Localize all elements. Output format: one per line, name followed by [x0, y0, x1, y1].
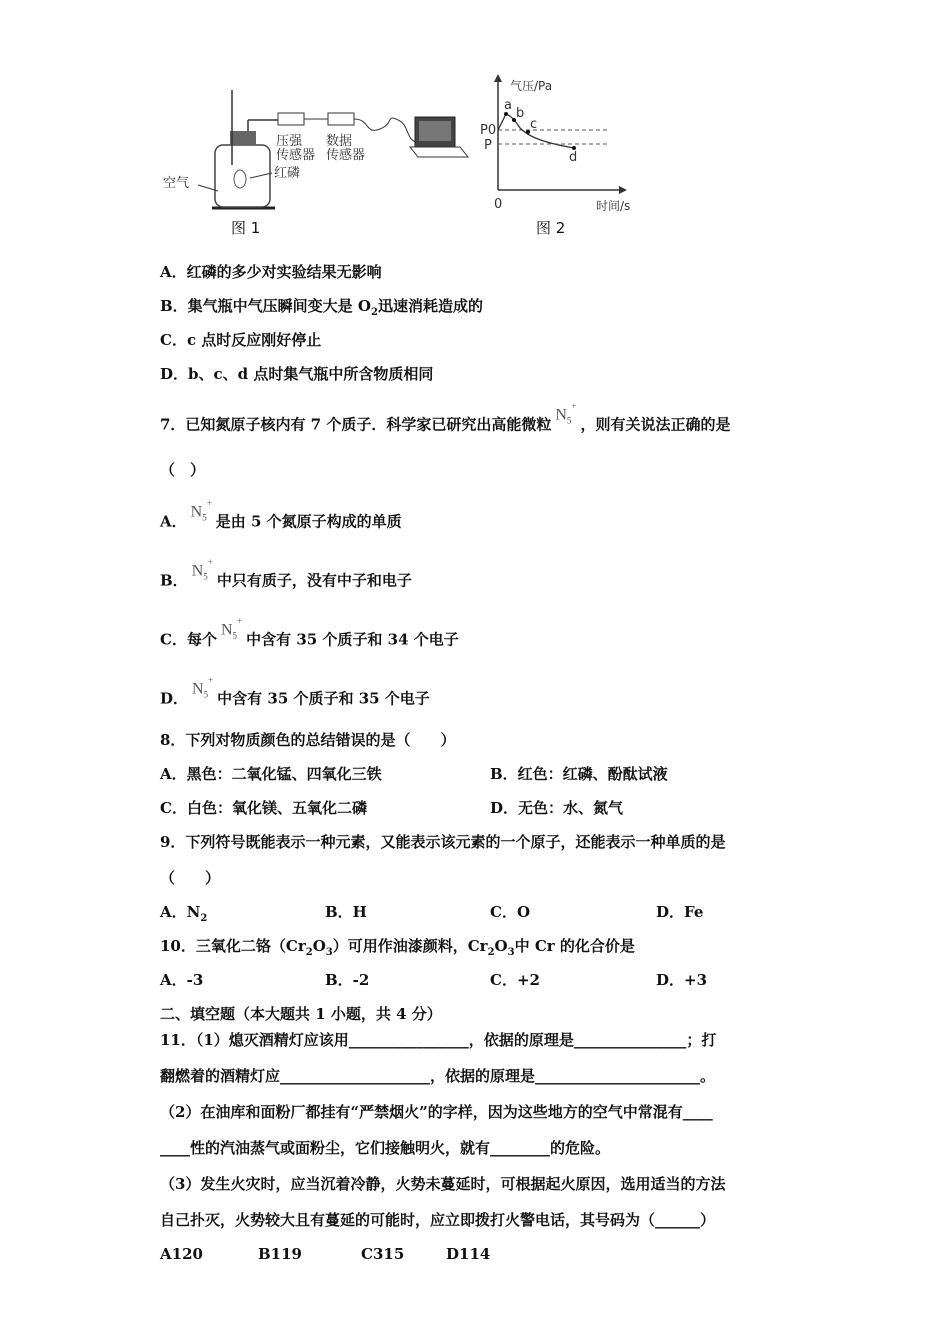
- y-axis-label: 气压/Pa: [510, 79, 553, 93]
- q9-option-c: C．O: [490, 903, 531, 921]
- section-2-title: 二、填空题（本大题共 1 小题，共 4 分）: [160, 1005, 442, 1023]
- laptop-screen-inner: [419, 121, 451, 141]
- q9-paren: （ ）: [160, 869, 221, 887]
- p-label: P: [484, 138, 492, 153]
- figure-2-caption: 图 2: [536, 219, 566, 237]
- q10-stem: 10．三氧化二铬$(Cr_2O_3)$可用作油漆颜料，$Cr_2O_3$中 Cr 的化合价是: [160, 937, 635, 958]
- point-c-label: c: [530, 117, 538, 132]
- q10-option-a: A．-3: [160, 971, 204, 989]
- y-axis-arrow: [494, 74, 502, 82]
- q8-option-c: C．白色：氧化镁、五氧化二磷: [160, 799, 367, 817]
- figure-1-apparatus: [160, 85, 470, 215]
- q11-line-6: 自己扑灭，火势较大且有蔓延的可能时，应立即拨打火警电话，其号码为（______）: [160, 1211, 716, 1229]
- q7-stem: 7．已知氮原子核内有 7 个质子．科学家已研究出高能微粒$N_5^+$，则有关说法正确的是: [160, 401, 731, 434]
- figure-1-caption: 图 1: [231, 219, 261, 237]
- data-sensor-label-2: 传感器: [326, 148, 366, 163]
- flame: [234, 170, 246, 188]
- q11-option-a: A120: [160, 1245, 203, 1263]
- p0-label: P0: [480, 123, 497, 138]
- q11-line-3: （2）在油库和面粉厂都挂有“严禁烟火”的字样，因为这些地方的空气中常混有____: [160, 1103, 713, 1121]
- q8-option-a: A．黑色：二氧化锰、四氧化三铁: [160, 765, 382, 783]
- q8-stem: 8．下列对物质颜色的总结错误的是（ ）: [160, 731, 456, 749]
- q11-option-d: D114: [446, 1245, 491, 1263]
- q6-option-d: D．b、c、d 点时集气瓶中所含物质相同: [160, 365, 434, 383]
- q7-option-b: B．$N_5^+$中只有质子，没有中子和电子: [160, 557, 412, 590]
- q7-option-c: C．每个$N_5^+$中含有 35 个质子和 34 个电子: [160, 616, 459, 649]
- q10-option-b: B．-2: [325, 971, 370, 989]
- q9-option-d: D．Fe: [656, 903, 704, 921]
- data-sensor-box: [328, 113, 354, 125]
- q11-option-c: C315: [361, 1245, 405, 1263]
- air-label: 空气: [163, 176, 190, 191]
- q11-line-4: ____性的汽油蒸气或面粉尘，它们接触明火，就有________的危险。: [160, 1139, 611, 1157]
- x-axis-arrow: [619, 186, 627, 194]
- pressure-sensor-label-1: 压强: [276, 134, 303, 149]
- q9-stem: 9．下列符号既能表示一种元素，又能表示该元素的一个原子，还能表示一种单质的是: [160, 833, 726, 851]
- q11-line-1: 11．（1）熄灭酒精灯应该用________________，依据的原理是_______________；打: [160, 1031, 717, 1049]
- pressure-sensor-box: [278, 113, 304, 125]
- point-d-label: d: [569, 150, 578, 165]
- point-b-label: b: [516, 106, 525, 121]
- q6-option-c: C．c 点时反应刚好停止: [160, 331, 322, 349]
- q6-option-b: B．集气瓶中气压瞬间变大是 $O_2$迅速消耗造成的: [160, 297, 483, 318]
- laptop-keyboard: [410, 147, 468, 157]
- q8-option-b: B．红色：红磷、酚酞试液: [490, 765, 668, 783]
- point-a-label: a: [504, 98, 512, 113]
- q10-option-c: C．+2: [490, 971, 540, 989]
- q7-paren: （ ）: [160, 461, 206, 479]
- figure-2-graph: [478, 72, 648, 222]
- q7-option-a: A．$N_5^+$是由 5 个氮原子构成的单质: [160, 498, 402, 531]
- q10-option-d: D．+3: [656, 971, 708, 989]
- q11-option-b: B119: [258, 1245, 302, 1263]
- pressure-sensor-label-2: 传感器: [276, 148, 316, 163]
- q8-option-d: D．无色：水、氮气: [490, 799, 624, 817]
- origin-label: 0: [494, 197, 503, 212]
- wire-2: [354, 118, 422, 143]
- phosphorus-label: 红磷: [274, 166, 301, 181]
- phosphorus-pointer: [250, 173, 272, 178]
- q11-line-5: （3）发生火灾时，应当沉着冷静，火势未蔓延时，可根据起火原因，选用适当的方法: [160, 1175, 726, 1193]
- jar-stopper: [230, 131, 256, 145]
- data-sensor-label-1: 数据: [326, 134, 353, 149]
- q9-option-a: A．$N_2$: [160, 903, 208, 924]
- q6-option-a: A．红磷的多少对实验结果无影响: [160, 263, 382, 281]
- q9-option-b: B．H: [325, 903, 367, 921]
- q11-line-2: 翻燃着的酒精灯应____________________，依据的原理是______________________。: [160, 1067, 716, 1085]
- x-axis-label: 时间/s: [596, 199, 631, 213]
- n5-ion-formula: $N_5^+$: [555, 401, 577, 426]
- q7-option-d: D．$N_5^+$中含有 35 个质子和 35 个电子: [160, 675, 430, 708]
- gas-jar: [215, 145, 270, 207]
